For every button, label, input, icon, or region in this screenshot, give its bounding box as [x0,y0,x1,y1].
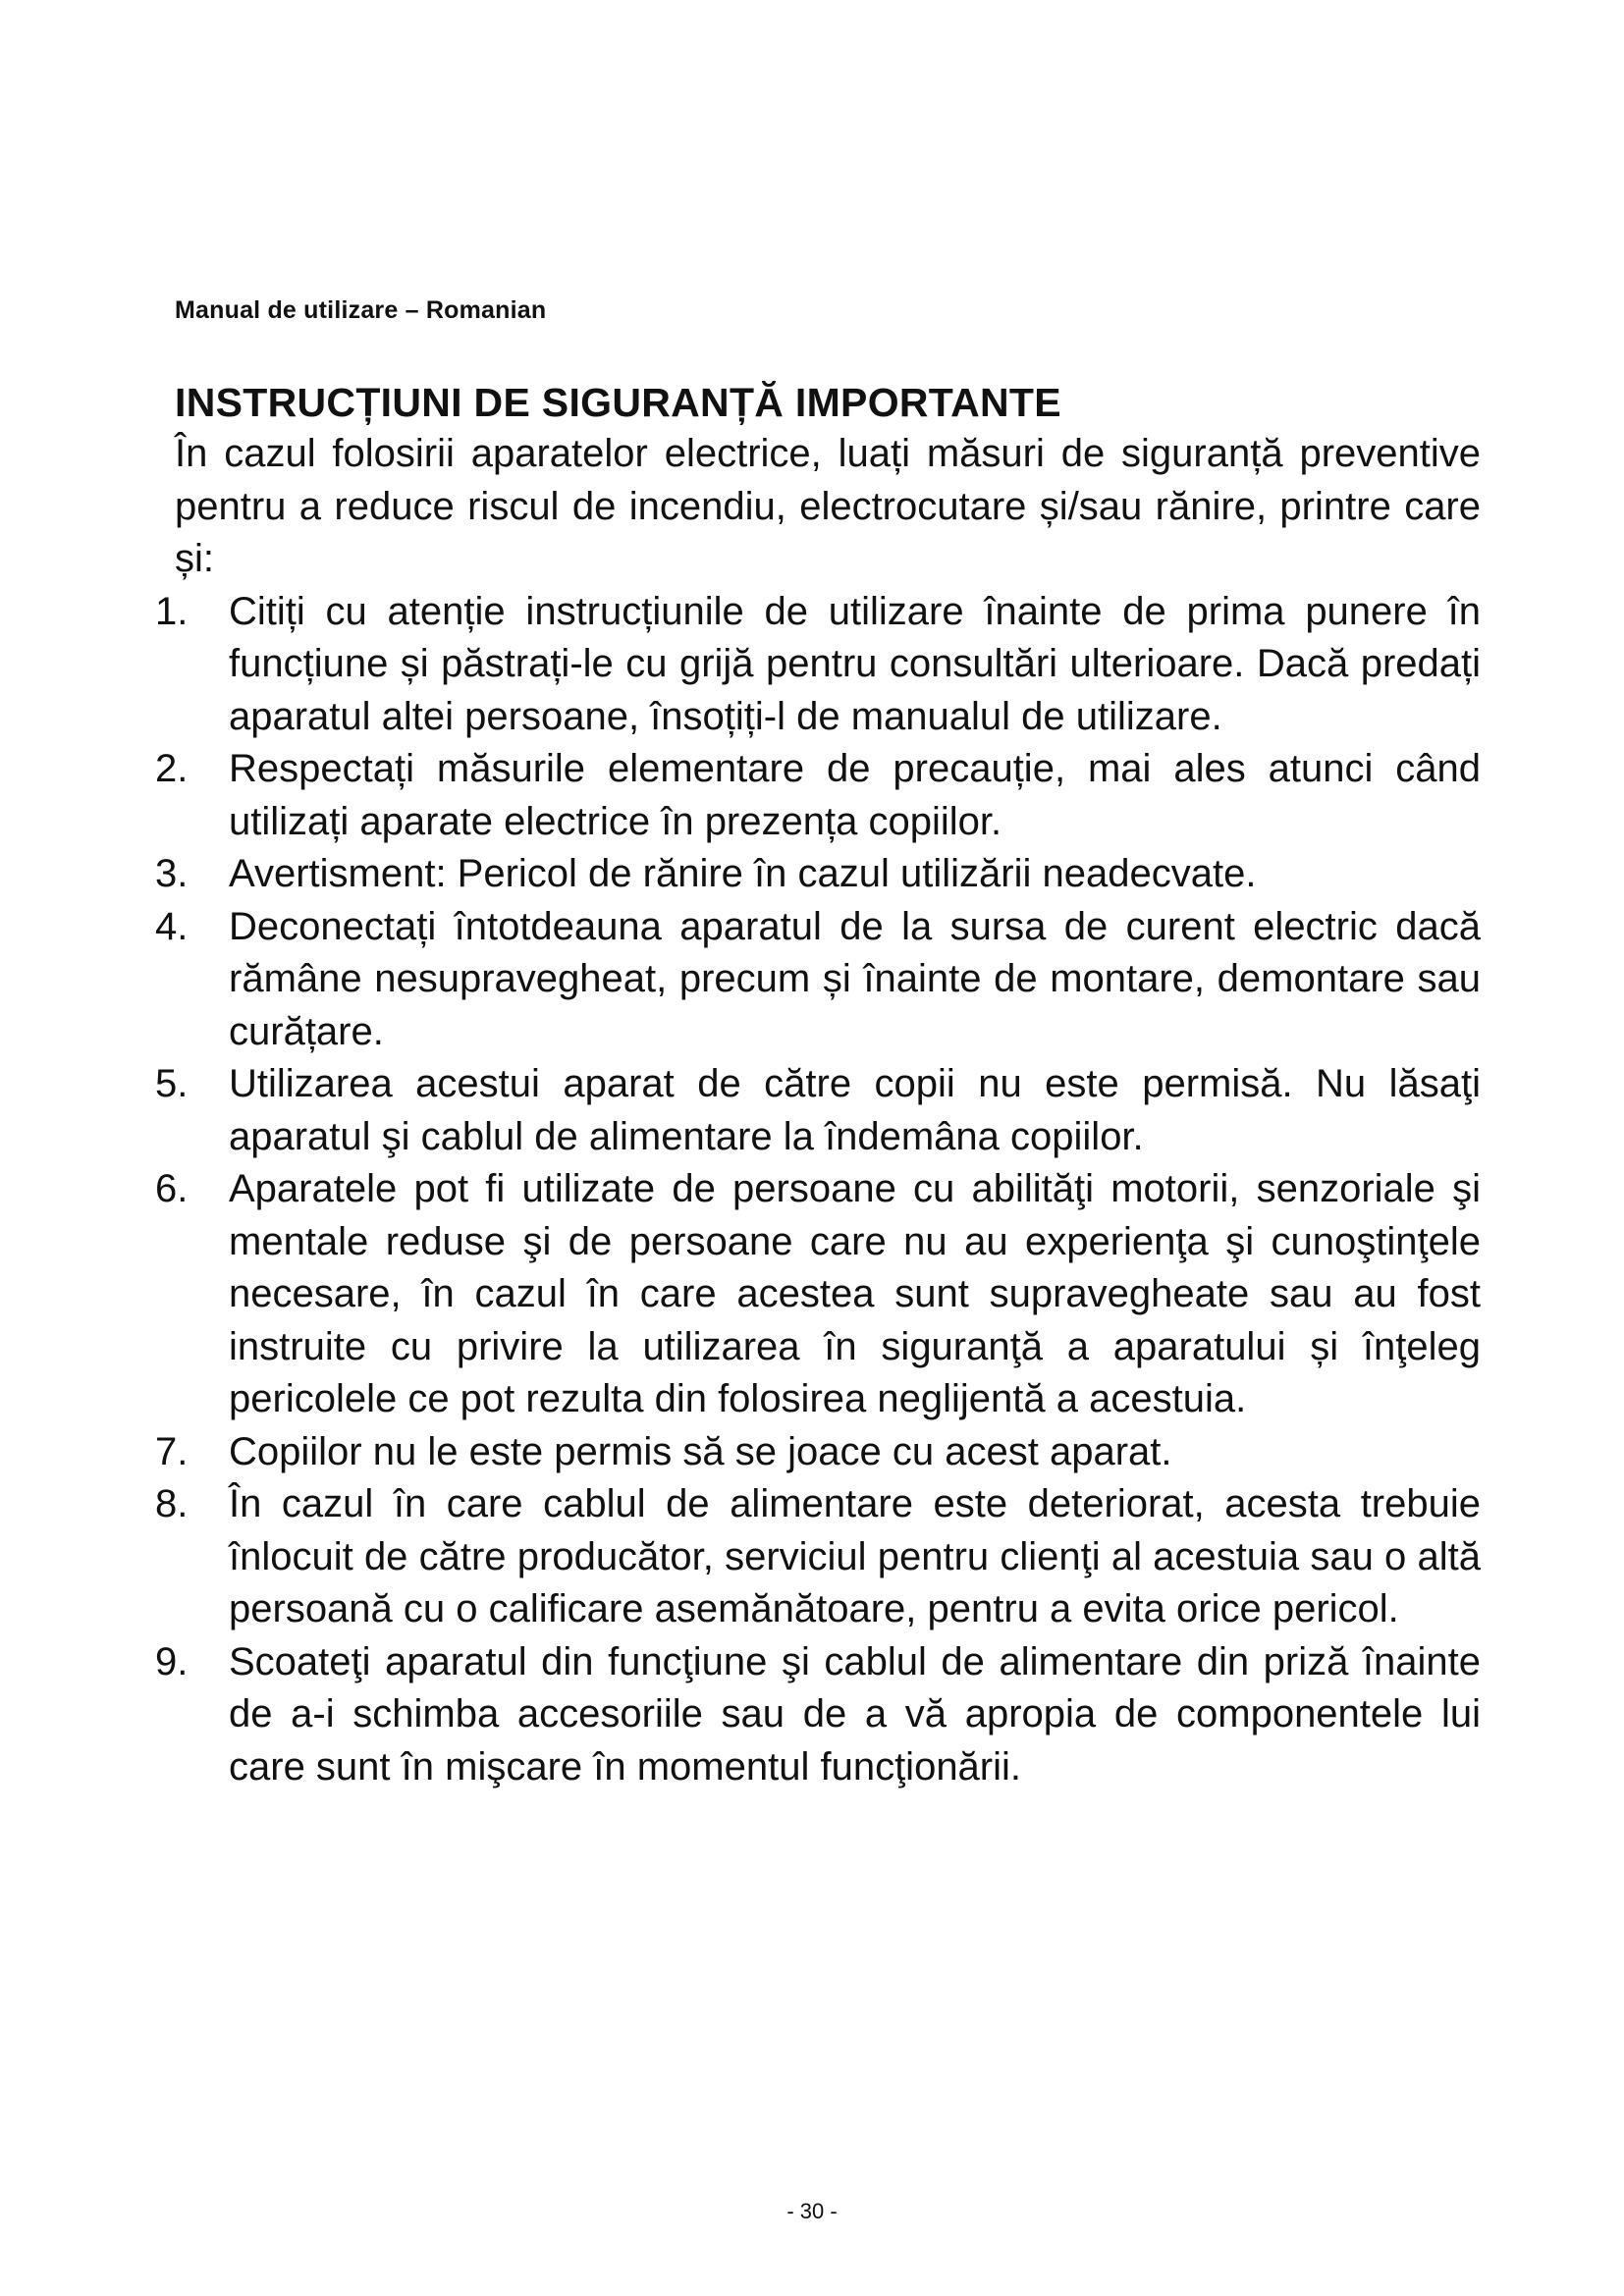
list-item [155,1478,1481,1636]
safety-instructions-list [155,586,1481,1794]
manual-header: Manual de utilizare – Romanian [175,296,547,324]
list-item [155,1058,1481,1163]
item-number: 3. [155,852,189,895]
item-number: 6. [155,1167,189,1210]
item-text: Deconectați întotdeauna aparatul de la sursa de curent electric dacă rămâne nesupravegheat, precum și înainte de montare, demontare sau curățare. [229,904,1481,1053]
safety-section [155,377,1481,1793]
item-text: În cazul în care cablul de alimentare este deteriorat, acesta trebuie înlocuit de către producător, serviciul pentru clienţi al acestuia sau o altă persoană cu o calificare asemănătoare, pentru a evita orice pericol. [229,1482,1481,1630]
item-text: Copiilor nu le este permis să se joace cu acest aparat. [229,1429,1172,1473]
intro-paragraph: În cazul folosirii aparatelor electrice, luați măsuri de siguranță preventive pentru a reduce riscul de incendiu, electrocutare și/sau rănire, printre care și: [175,432,1481,580]
item-number: 7. [155,1429,189,1473]
section-title: INSTRUCȚIUNI DE SIGURANȚĂ IMPORTANTE [175,380,1061,425]
item-text: Scoateţi aparatul din funcţiune şi cablul de alimentare din priză înainte de a-i schimba accesoriile sau de a vă apropia de componentele lui care sunt în mişcare în momentul funcţionării. [229,1639,1481,1789]
list-item [155,1163,1481,1426]
item-number: 4. [155,904,189,948]
list-item [155,901,1481,1059]
list-item [155,586,1481,744]
item-number: 2. [155,747,189,790]
list-item [155,848,1481,901]
item-text: Aparatele pot fi utilizate de persoane cu abilităţi motorii, senzoriale şi mentale reduse şi de persoane care nu au experienţa şi cunoştinţele necesare, în cazul în care acestea sunt supravegheate sau au fost instruite cu privire la utilizarea în siguranţă a aparatului și înţeleg pericolele ce pot rezulta din folosirea neglijentă a acestuia. [229,1167,1481,1420]
list-item [155,743,1481,848]
item-text: Respectați măsurile elementare de precauție, mai ales atunci când utilizați aparate electrice în prezența copiilor. [229,747,1481,843]
item-number: 8. [155,1482,189,1525]
list-item [155,1426,1481,1479]
item-text: Utilizarea acestui aparat de către copii nu este permisă. Nu lăsaţi aparatul şi cablul de alimentare la îndemâna copiilor. [229,1062,1481,1158]
item-text: Citiți cu atenție instrucțiunile de utilizare înainte de prima punere în funcțiune și păstrați-le cu grijă pentru consultări ulterioare. Dacă predați aparatul altei persoane, însoțiți-l de manualul de utilizare. [229,589,1481,738]
list-item [155,1636,1481,1794]
page-number: - 30 - [786,2199,838,2223]
item-number: 5. [155,1062,189,1105]
item-number: 1. [155,589,189,633]
item-number: 9. [155,1639,189,1683]
item-text: Avertisment: Pericol de rănire în cazul utilizării neadecvate. [229,852,1257,895]
